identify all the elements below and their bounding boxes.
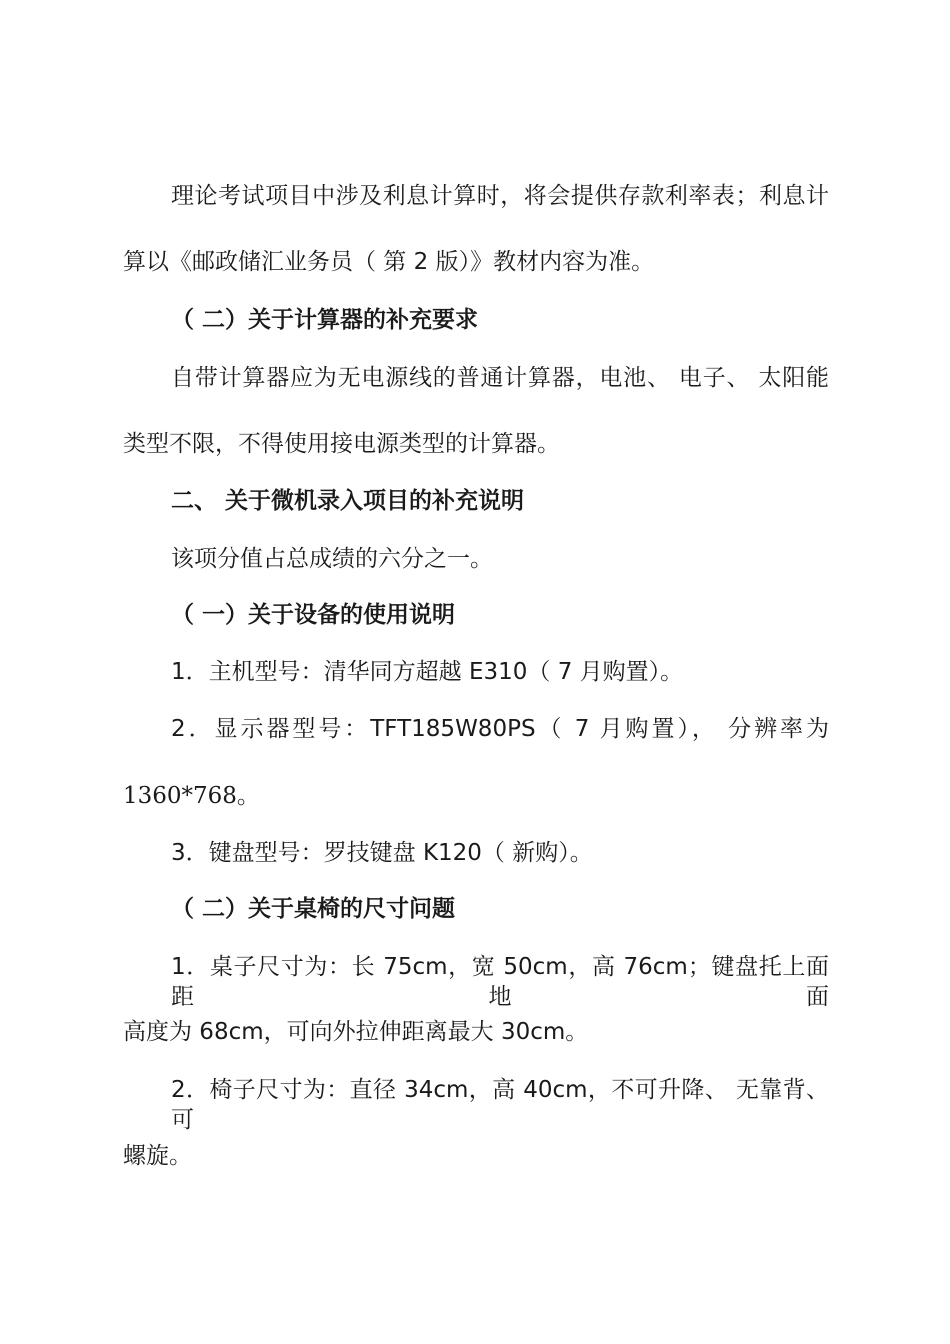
item-monitor-model-line-2: 1360*768。	[123, 783, 260, 809]
item-monitor-model-line-1: 2．显示器型号：TFT185W80PS（ 7 月购置）， 分辨率为	[171, 716, 829, 742]
paragraph-interest-line-2: 算以《邮政储汇业务员（ 第 2 版）》教材内容为准。	[123, 249, 655, 275]
paragraph-calculator-line-1: 自带计算器应为无电源线的普通计算器，电池、 电子、 太阳能	[171, 365, 829, 391]
item-chair-size-line-2: 螺旋。	[123, 1143, 192, 1169]
heading-calculator: （ 二）关于计算器的补充要求	[171, 307, 479, 333]
heading-furniture: （ 二）关于桌椅的尺寸问题	[171, 896, 456, 922]
heading-computer-entry: 二、 关于微机录入项目的补充说明	[171, 488, 525, 514]
paragraph-calculator-line-2: 类型不限，不得使用接电源类型的计算器。	[123, 431, 560, 457]
item-keyboard-model: 3．键盘型号：罗技键盘 K120（ 新购）。	[171, 840, 593, 866]
item-desk-size-line-2: 高度为 68cm，可向外拉伸距离最大 30cm。	[123, 1019, 589, 1045]
item-host-model: 1．主机型号：清华同方超越 E310（ 7 月购置）。	[171, 659, 684, 685]
document-page	[123, 0, 829, 1344]
paragraph-score-share: 该项分值占总成绩的六分之一。	[171, 546, 493, 572]
heading-equipment: （ 一）关于设备的使用说明	[171, 602, 456, 628]
paragraph-interest-line-1: 理论考试项目中涉及利息计算时，将会提供存款利率表；利息计	[171, 183, 829, 209]
item-desk-size-line-1: 1．桌子尺寸为：长 75cm，宽 50cm，高 76cm；键盘托上面距地面	[171, 954, 829, 1010]
item-chair-size-line-1: 2．椅子尺寸为：直径 34cm，高 40cm，不可升降、 无靠背、 可	[171, 1077, 829, 1133]
